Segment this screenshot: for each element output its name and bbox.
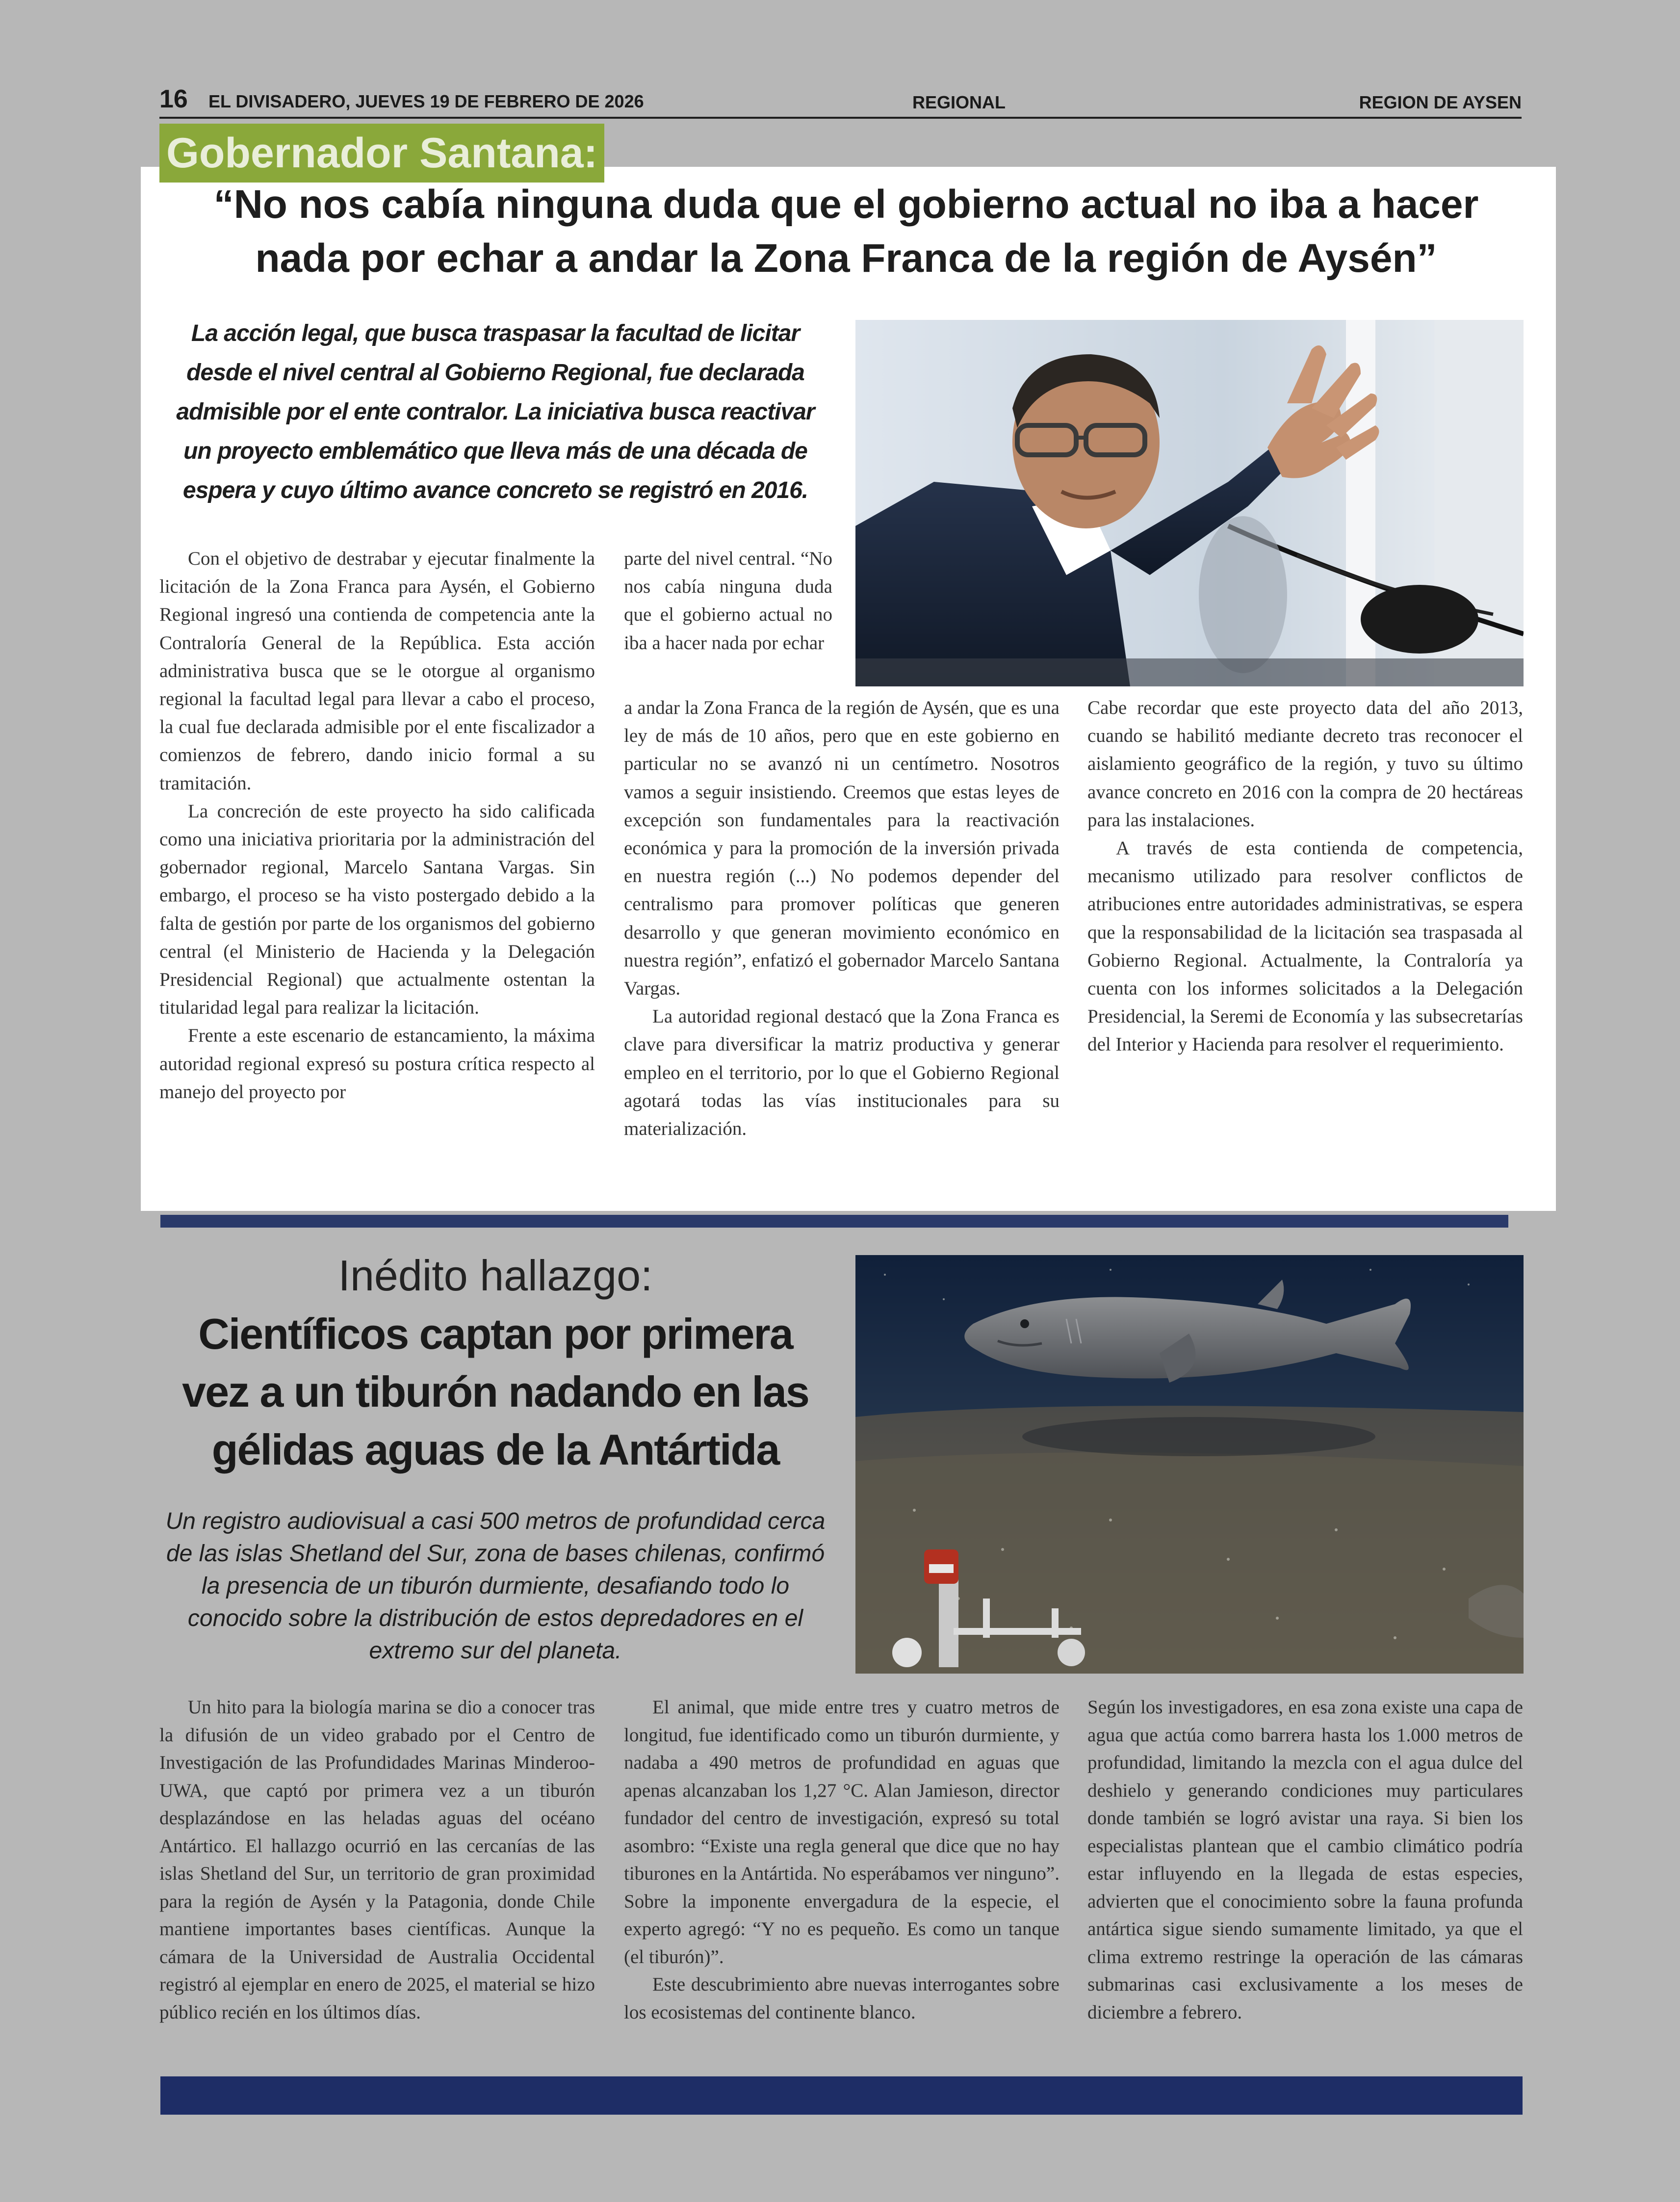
- article-1-col1-para-3: Frente a este escenario de estancamiento, la máxima autoridad regional expresó su postura crítica respecto al manejo del proyecto por: [159, 1025, 595, 1102]
- article-2-headline-top: Inédito hallazgo:: [338, 1251, 653, 1300]
- article-1-col2-para-2: La autoridad regional destacó que la Zona Franca es clave para diversificar la matriz productiva y generar empleo en el territorio, por lo que el Gobierno Regional agotará todas las vías institucionales para su materialización.: [624, 1006, 1060, 1140]
- article-2-headline: Científicos captan por primera vez a un tiburón nadando en las gélidas aguas de la Antártida: [182, 1310, 809, 1474]
- article-2-col2-para-1: El animal, que mide entre tres y cuatro metros de longitud, fue identificado como un tiburón durmiente, y nadaba a 490 metros de profundidad en aguas que apenas alcanzaban los 1,27 °C. Alan Jamieson, director fundador del centro de investigación, expresó su total asombro: “Existe una regla general que dice que no hay tiburones en la Antártida. No esperábamos ver ninguno”. Sobre la imponente envergadura de la especie, el experto agregó: “Y no es pequeño. Es como un tanque (el tiburón)”.: [624, 1697, 1060, 1967]
- page-header: [159, 87, 1522, 119]
- article-1-column-2-top: [624, 545, 832, 657]
- article-2-deck: Un registro audiovisual a casi 500 metros de profundidad cerca de las islas Shetland del Sur, zona de bases chilenas, confirmó la presencia de un tiburón durmiente, desafiando todo lo conocido sobre la distribución de estos depredadores en el extremo sur del planeta.: [165, 1508, 826, 1664]
- section-label: REGIONAL: [912, 92, 1006, 112]
- article-1-column-2: [624, 694, 1060, 1143]
- article-2-col1-para-1: Un hito para la biología marina se dio a conocer tras la difusión de un video grabado por el Centro de Investigación de las Profundidades Marinas Minderoo-UWA, que captó por primera vez a un tiburón desplazándose en las heladas aguas del océano Antártico. El hallazgo ocurrió en las cercanías de las islas Shetland del Sur, un territorio de gran proximidad para la región de Aysén y la Patagonia, donde Chile mantiene importantes bases científicas. Aunque la cámara de la Universidad de Australia Occidental registró al ejemplar en enero de 2025, el material se hizo público recién en los últimos días.: [159, 1697, 595, 2023]
- article-1-col3-para-1: Cabe recordar que este proyecto data del año 2013, cuando se habilitó mediante decreto tras reconocer el aislamiento geográfico de la región, y tuvo su último avance concreto en 2016 con la compra de 20 hectáreas para las instalaciones.: [1087, 697, 1523, 831]
- article-1-col1-para-1: Con el objetivo de destrabar y ejecutar finalmente la licitación de la Zona Franca para Aysén, el Gobierno Regional ingresó una contienda de competencia ante la Contraloría General de la República. Esta acción administrativa busca que se le otorgue al organismo regional la facultad legal para llevar a cabo el proceso, la cual fue declarada admisible por el ente fiscalizador a comienzos de febrero, dando inicio formal a su tramitación.: [159, 548, 595, 794]
- article-1-deck: La acción legal, que busca traspasar la facultad de licitar desde el nivel central al Gobierno Regional, fue declarada admisible por el ente contralor. La iniciativa busca reactivar un proyecto emblemático que lleva más de una década de espera y cuyo último avance concreto se registró en 2016.: [176, 320, 815, 503]
- governor-photo-image: [855, 320, 1524, 686]
- article-1-headline: “No nos cabía ninguna duda que el gobierno actual no iba a hacer nada por echar a andar la Zona Franca de la región de Aysén”: [213, 182, 1479, 281]
- article-1-col1-para-2: La concreción de este proyecto ha sido calificada como una iniciativa prioritaria por la administración del gobernador regional, Marcelo Santana Vargas. Sin embargo, el proceso se ha visto postergado debido a la falta de gestión por parte de los organismos del gobierno central (el Ministerio de Hacienda y la Delegación Presidencial Regional) que actualmente ostentan la titularidad legal para realizar la licitación.: [159, 800, 595, 1019]
- article-2-column-3: [1087, 1694, 1523, 2026]
- article-1-col2-quote-start: parte del nivel central. “No nos cabía ninguna duda que el gobierno actual no iba a hacer nada por echar: [624, 548, 832, 654]
- article-1-column-3: [1087, 694, 1523, 1059]
- shark-photo-image: [855, 1255, 1524, 1674]
- shark-photo: [855, 1255, 1524, 1674]
- article-2-col3-para-1: Según los investigadores, en esa zona existe una capa de agua que actúa como barrera hasta los 1.000 metros de profundidad, limitando la mezcla con el agua dulce del deshielo y generando condiciones muy particulares donde también se logró avistar una raya. Si bien los especialistas plantean que el cambio climático podría estar influyendo en la llegada de estas especies, advierten que el conocimiento sobre la fauna profunda antártica sigue siendo sumamente limitado, ya que el clima extremo restringe la operación de las cámaras submarinas casi exclusivamente a los meses de diciembre a febrero.: [1087, 1697, 1523, 2023]
- region-label: REGION DE AYSEN: [1359, 92, 1522, 112]
- article-1-col3-para-2: A través de esta contienda de competencia, mecanismo utilizado para resolver conflictos de atribuciones entre autoridades administrativas, se espera que la responsabilidad de la licitación sea traspasada al Gobierno Regional. Actualmente, la Contraloría ya cuenta con los informes solicitados a la Delegación Presidencial, la Seremi de Economía y las subsecretarías del Interior y Hacienda para resolver el requerimiento.: [1087, 838, 1523, 1055]
- section-divider-bar: [160, 1215, 1508, 1228]
- publication-date: EL DIVISADERO, JUEVES 19 DE FEBRERO DE 2026: [208, 91, 644, 111]
- article-1-column-1: [159, 545, 595, 1106]
- article-2-column-2: [624, 1694, 1060, 2026]
- footer-bar: [160, 2076, 1523, 2115]
- article-2-column-1: [159, 1694, 595, 2026]
- governor-photo: [855, 320, 1524, 686]
- article-1-col2-para-1: a andar la Zona Franca de la región de Aysén, que es una ley de más de 10 años, pero que en este gobierno en particular no se avanzó ni un centímetro. Nosotros vamos a seguir insistiendo. Creemos que estas leyes de excepción son fundamentales para la reactivación económica y para la promoción de la inversión privada en nuestra región (...) No podemos depender del centralismo para promover políticas que generen desarrollo y que generan movimiento económico en nuestra región”, enfatizó el gobernador Marcelo Santana Vargas.: [624, 697, 1060, 999]
- article-2-col2-para-2: Este descubrimiento abre nuevas interrogantes sobre los ecosistemas del continente blanco.: [624, 1974, 1060, 2023]
- page-number: 16: [159, 85, 188, 113]
- article-1-kicker: Gobernador Santana:: [159, 124, 604, 183]
